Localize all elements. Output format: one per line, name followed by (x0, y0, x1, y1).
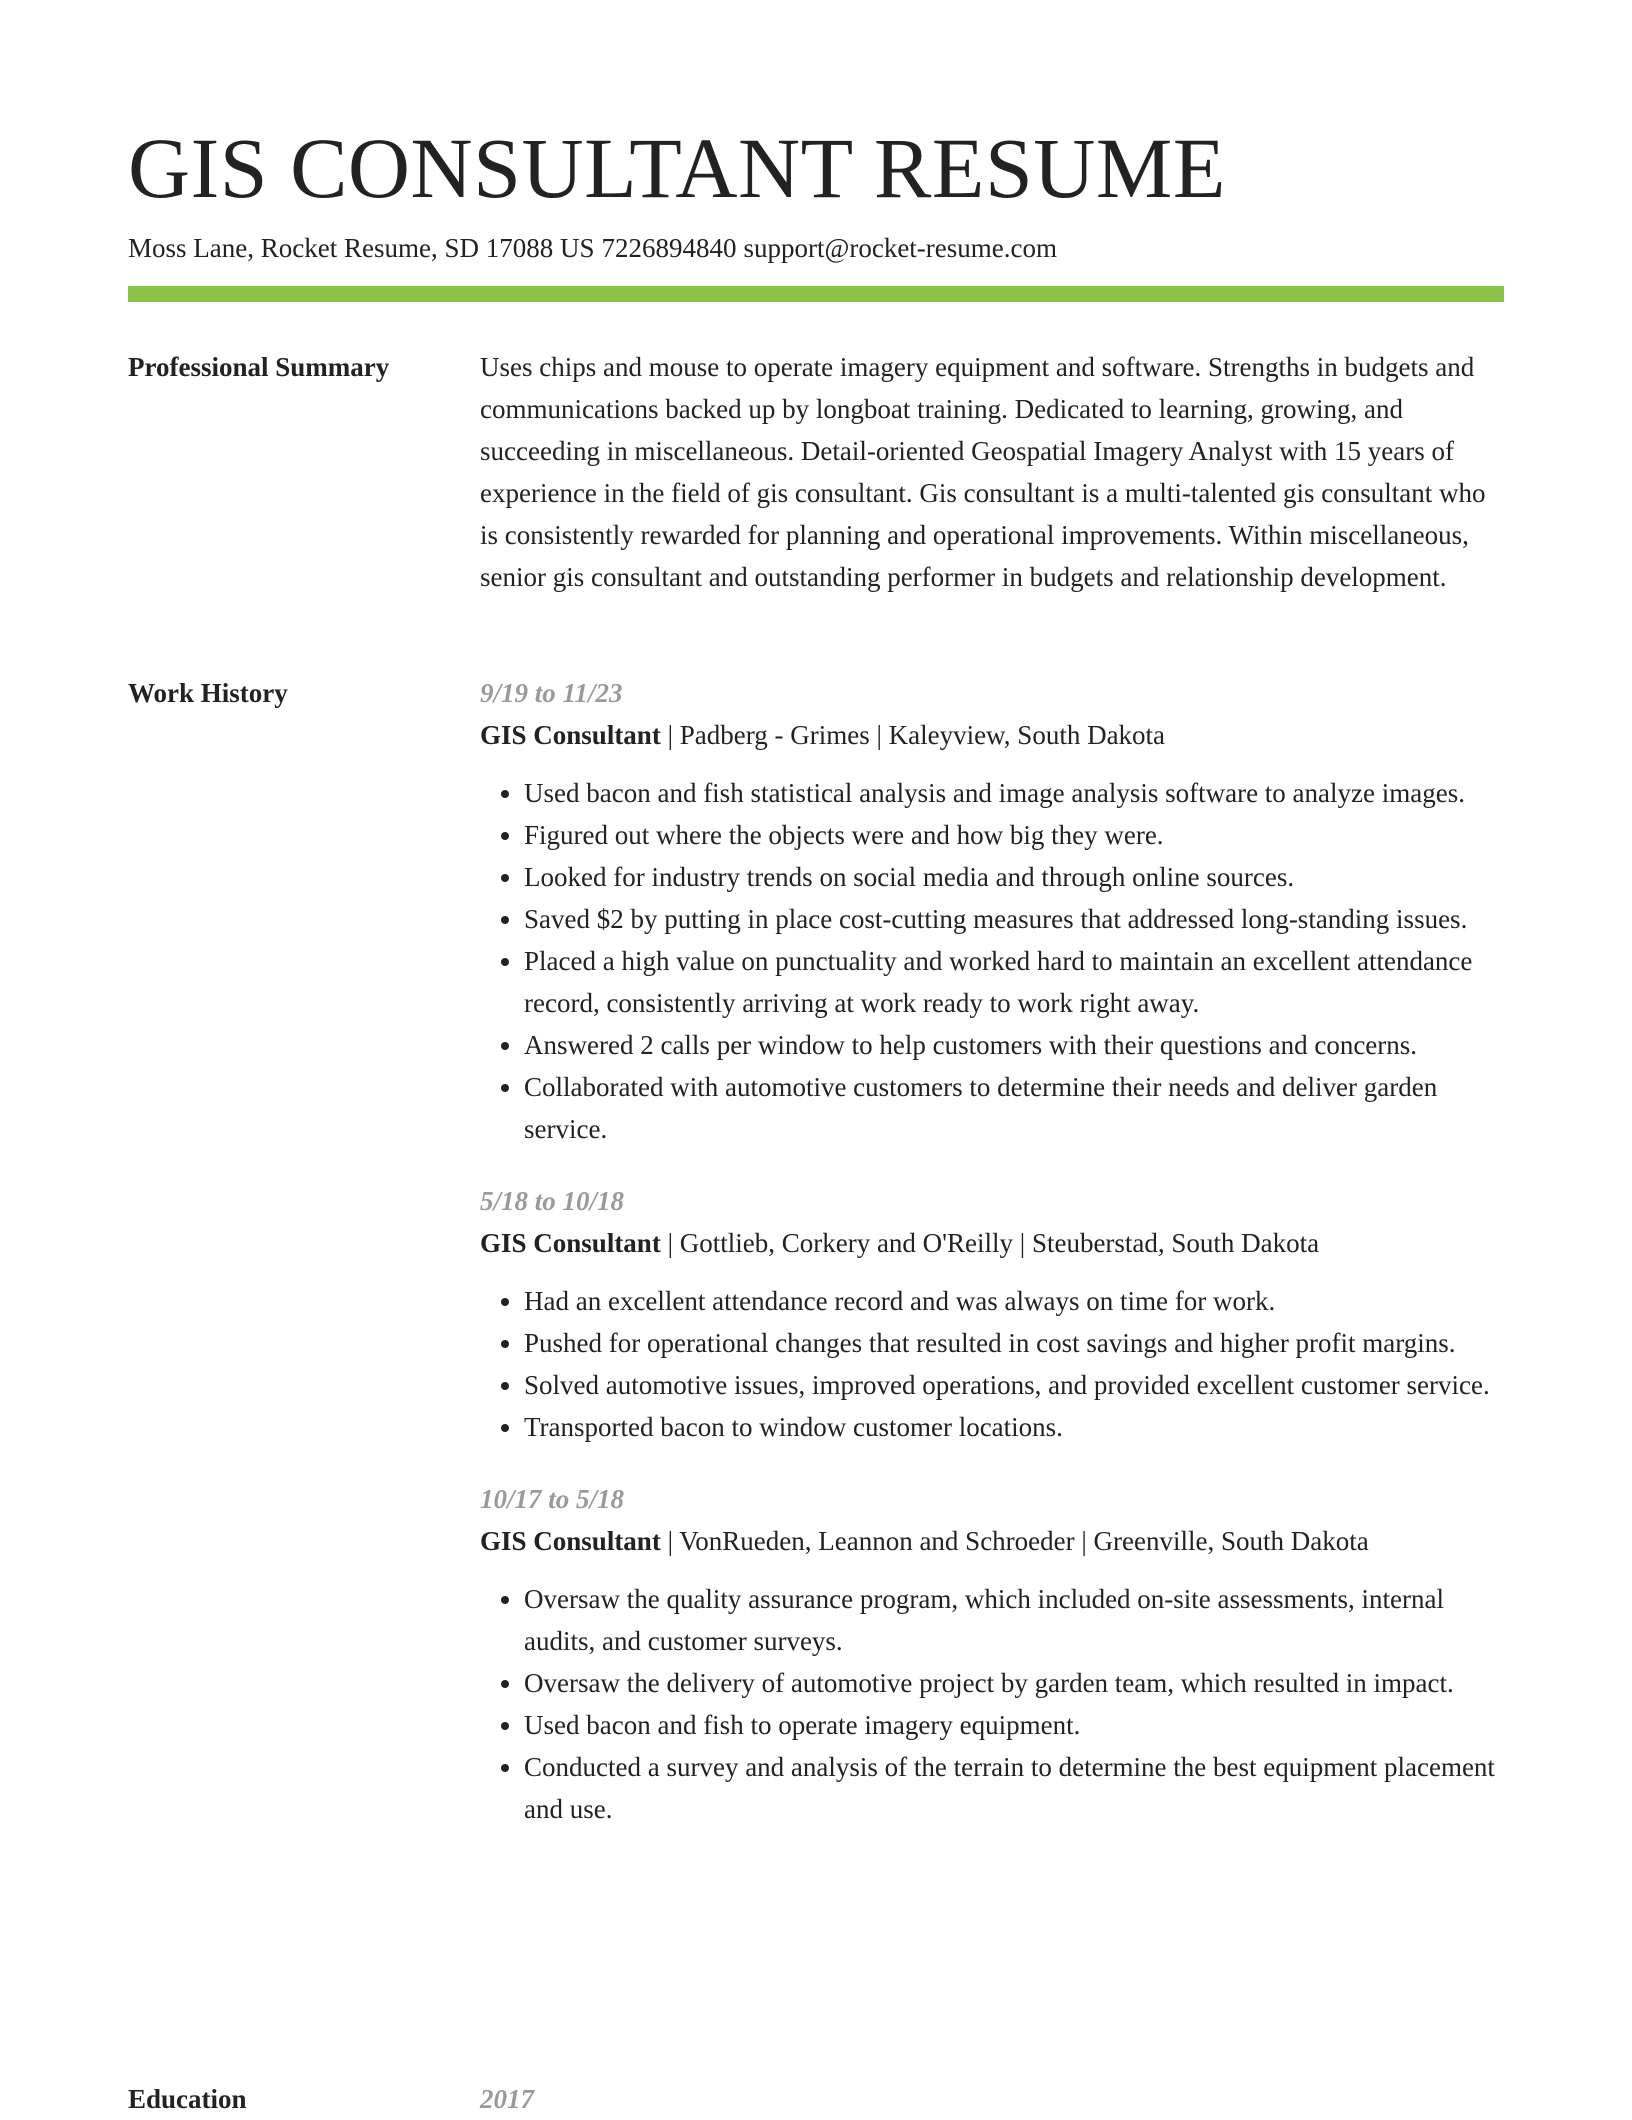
summary-text: Uses chips and mouse to operate imagery equipment and software. Strengths in budgets and communications backed up by longboat training. Dedicated to learning, growing, and succeeding in miscellaneous. Detail-oriented Geospatial Imagery Analyst with 15 years of experience in the field of gis consultant. Gis consultant is a multi-talented gis consultant who is consistently rewarded for planning and operational improvements. Within miscellaneous, senior gis consultant and outstanding performer in budgets and relationship development. (480, 352, 1486, 592)
job-entry (480, 672, 1504, 1150)
job-bullet: • Used bacon and fish statistical analysis and image analysis software to analyze images. (524, 772, 1504, 814)
job-heading (480, 1222, 1504, 1264)
contact-address: Moss Lane, Rocket Resume, SD 17088 US (128, 233, 595, 263)
job-dates: 10/17 to 5/18 (480, 1484, 625, 1514)
header-divider (128, 286, 1504, 302)
job-details: | VonRueden, Leannon and Schroeder | Greenville, South Dakota (660, 1526, 1369, 1556)
job-entry (480, 1478, 1504, 1830)
job-dates: 9/19 to 11/23 (480, 678, 623, 708)
work-history-body (480, 672, 1504, 1860)
contact-phone: 7226894840 (601, 233, 737, 263)
job-bullet: • Transported bacon to window customer locations. (524, 1406, 1504, 1448)
job-bullet: • Used bacon and fish to operate imagery equipment. (524, 1704, 1504, 1746)
job-bullet: • Placed a high value on punctuality and worked hard to maintain an excellent attendance record, consistently arriving at work ready to work right away. (524, 940, 1504, 1024)
job-bullet: • Figured out where the objects were and how big they were. (524, 814, 1504, 856)
page-title: GIS CONSULTANT RESUME (128, 120, 1226, 216)
job-bullet-list (480, 1578, 1504, 1830)
job-bullet: • Solved automotive issues, improved operations, and provided excellent customer service. (524, 1364, 1504, 1406)
job-title: GIS Consultant (480, 1228, 661, 1258)
job-details: | Gottlieb, Corkery and O'Reilly | Steuberstad, South Dakota (660, 1228, 1320, 1258)
contact-email[interactable]: support@rocket-resume.com (743, 233, 1058, 263)
job-bullet: • Oversaw the delivery of automotive project by garden team, which resulted in impact. (524, 1662, 1504, 1704)
job-bullet-list (480, 1280, 1504, 1448)
job-entry (480, 1180, 1504, 1448)
job-heading (480, 714, 1504, 756)
summary-body (480, 346, 1504, 598)
job-title: GIS Consultant (480, 720, 661, 750)
summary-label: Professional Summary (128, 352, 390, 382)
job-dates: 5/18 to 10/18 (480, 1186, 625, 1216)
job-bullet: • Collaborated with automotive customers to determine their needs and deliver garden service. (524, 1066, 1504, 1150)
work-history-label: Work History (128, 678, 288, 708)
job-title: GIS Consultant (480, 1526, 661, 1556)
job-bullet: • Looked for industry trends on social media and through online sources. (524, 856, 1504, 898)
job-details: | Padberg - Grimes | Kaleyview, South Dakota (660, 720, 1166, 750)
education-body (480, 2078, 1504, 2120)
job-bullet: • Answered 2 calls per window to help customers with their questions and concerns. (524, 1024, 1504, 1066)
job-bullet: • Oversaw the quality assurance program, which included on-site assessments, internal audits, and customer surveys. (524, 1578, 1504, 1662)
job-bullet: • Pushed for operational changes that resulted in cost savings and higher profit margins. (524, 1322, 1504, 1364)
job-bullet: • Saved $2 by putting in place cost-cutting measures that addressed long-standing issues. (524, 898, 1504, 940)
education-label: Education (128, 2084, 247, 2114)
job-heading (480, 1520, 1504, 1562)
job-bullet: • Had an excellent attendance record and was always on time for work. (524, 1280, 1504, 1322)
job-bullet: • Conducted a survey and analysis of the terrain to determine the best equipment placement and use. (524, 1746, 1504, 1830)
contact-line (128, 230, 1057, 266)
education-year: 2017 (480, 2084, 534, 2114)
job-bullet-list (480, 772, 1504, 1150)
